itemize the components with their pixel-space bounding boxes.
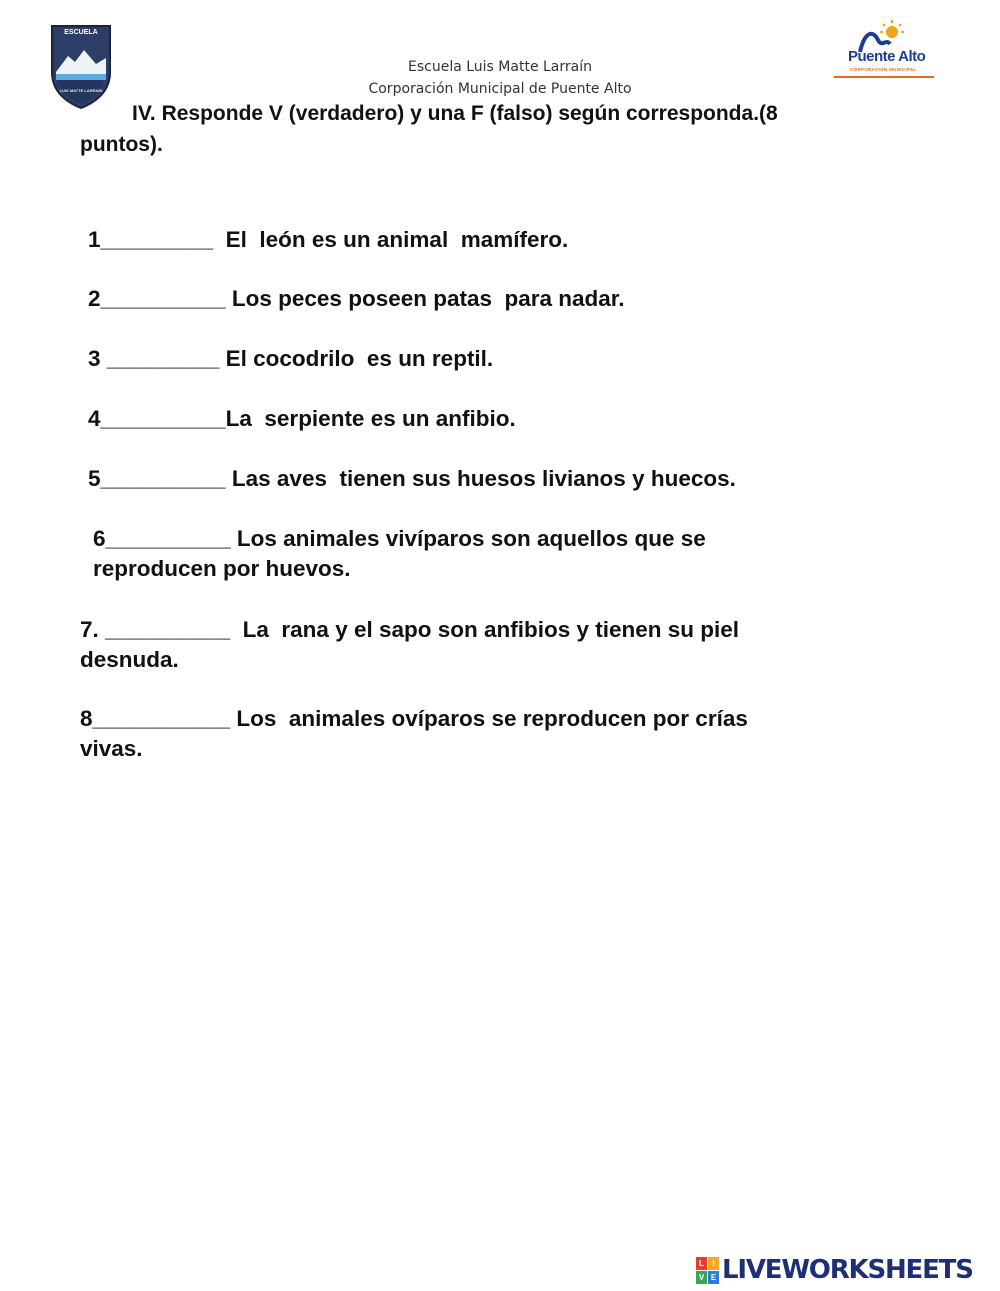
question-7[interactable]: 7. __________ La rana y el sapo son anfibios y tienen su piel bbox=[80, 617, 740, 642]
question-6[interactable]: 6__________ Los animales vivíparos son aquellos que se bbox=[93, 526, 706, 551]
question-3[interactable]: 3 _________ El cocodrilo es un reptil. bbox=[88, 346, 494, 371]
crest-caption: LUIS MATTE LARRAÍN bbox=[59, 88, 103, 93]
puente-alto-subtitle: CORPORACIÓN MUNICIPAL bbox=[850, 67, 917, 72]
instructions-line1: IV. Responde V (verdadero) y una F (falso) según corresponda.(8 bbox=[132, 102, 778, 125]
liveworksheets-brand: LIVEWORKSHEETS bbox=[722, 1255, 973, 1285]
question-8-continuation: vivas. bbox=[80, 736, 143, 761]
question-8[interactable]: 8___________ Los animales ovíparos se reproducen por crías bbox=[80, 706, 748, 731]
instructions-line2: puntos). bbox=[80, 133, 163, 156]
tile-e: E bbox=[708, 1271, 719, 1284]
question-7-continuation: desnuda. bbox=[80, 647, 179, 672]
puente-alto-logo bbox=[830, 18, 938, 84]
tile-i: I bbox=[708, 1257, 719, 1270]
question-1[interactable]: 1_________ El león es un animal mamífero. bbox=[88, 227, 569, 252]
crest-label: ESCUELA bbox=[64, 29, 98, 36]
question-2[interactable]: 2__________ Los peces poseen patas para nadar. bbox=[88, 286, 625, 311]
liveworksheets-logo bbox=[696, 1255, 973, 1285]
question-6-continuation: reproducen por huevos. bbox=[93, 556, 351, 581]
tile-v: V bbox=[696, 1271, 707, 1284]
tile-l: L bbox=[696, 1257, 707, 1270]
school-name: Escuela Luis Matte Larraín bbox=[408, 59, 592, 75]
question-5[interactable]: 5__________ Las aves tienen sus huesos livianos y huecos. bbox=[88, 466, 736, 491]
question-4[interactable]: 4__________La serpiente es un anfibio. bbox=[88, 406, 516, 431]
puente-alto-name: Puente Alto bbox=[848, 48, 926, 65]
logo-divider bbox=[834, 76, 934, 78]
liveworksheets-tiles bbox=[696, 1257, 719, 1284]
corporation-name: Corporación Municipal de Puente Alto bbox=[368, 81, 632, 97]
